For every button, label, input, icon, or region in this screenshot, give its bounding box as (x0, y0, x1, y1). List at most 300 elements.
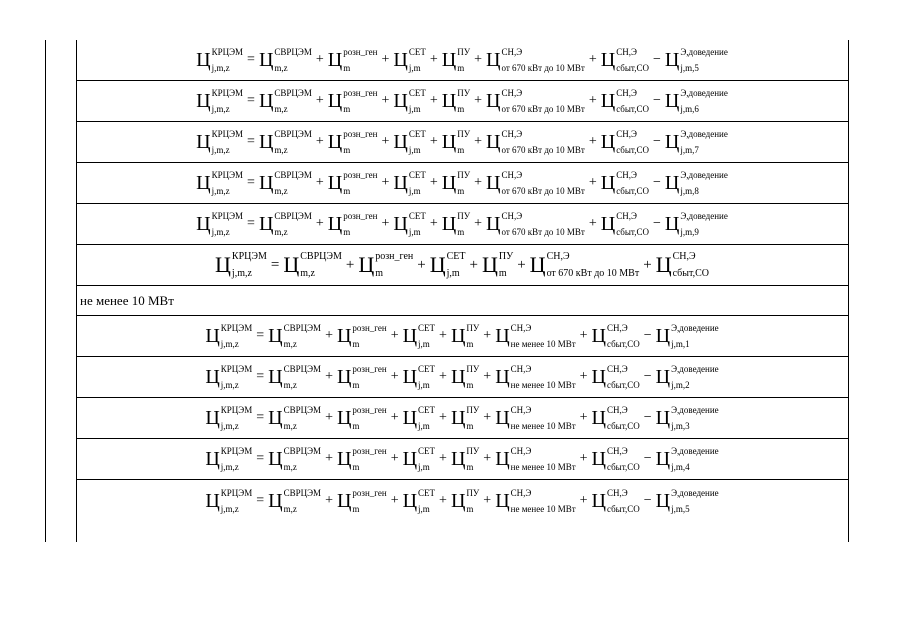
operator: + (381, 175, 390, 190)
formula-term (337, 446, 387, 472)
formula (196, 129, 728, 155)
subscript: сбыт,СО (616, 63, 649, 73)
superscript: КРЦЭМ (220, 446, 253, 456)
superscript: СЕТ (408, 129, 426, 139)
formula (205, 488, 718, 514)
price-symbol: Ц (429, 252, 446, 277)
price-symbol: Ц (268, 325, 283, 347)
price-symbol: Ц (495, 366, 510, 388)
subscript: m (466, 380, 474, 390)
price-symbol: Ц (327, 213, 343, 235)
subscript: j,m,5 (680, 63, 699, 73)
price-symbol: Ц (327, 172, 343, 194)
price-symbol: Ц (196, 172, 211, 194)
price-symbol: Ц (196, 213, 211, 235)
operator: + (325, 328, 333, 343)
operator: − (643, 410, 652, 425)
superscript: ПУ (498, 251, 514, 262)
price-symbol: Ц (402, 489, 418, 512)
operator: + (474, 134, 482, 149)
price-symbol: Ц (205, 366, 220, 388)
subscript: m (352, 462, 360, 472)
price-symbol: Ц (205, 489, 220, 512)
price-symbol: Ц (482, 252, 498, 277)
operator: = (256, 328, 265, 343)
operator: = (247, 134, 255, 149)
subscript: не менее 10 МВт (510, 503, 576, 514)
superscript: СЕТ (418, 405, 436, 415)
formula-term (393, 170, 425, 196)
subscript: сбыт,СО (607, 421, 640, 431)
operator: = (247, 175, 255, 190)
operator: + (517, 256, 526, 273)
subscript: j,m (408, 104, 421, 114)
subscript: m (343, 63, 351, 73)
formula-term (665, 47, 728, 73)
superscript: Э,доведение (680, 129, 728, 139)
operator: + (429, 134, 438, 149)
price-symbol: Ц (336, 325, 352, 347)
formula-term (601, 47, 649, 73)
operator: = (247, 93, 255, 108)
price-symbol: Ц (600, 131, 616, 153)
operator: − (652, 216, 661, 231)
subscript: от 670 кВт до 10 МВт (501, 145, 585, 155)
subscript: не менее 10 МВт (510, 462, 576, 472)
table-row (76, 40, 848, 81)
formula-term (393, 47, 425, 73)
superscript: СН,Э (607, 487, 628, 498)
subscript: j,m,6 (680, 104, 699, 114)
subscript: j,m (408, 63, 421, 73)
operator: + (439, 492, 447, 508)
operator: + (483, 492, 492, 508)
subscript: сбыт,СО (616, 227, 649, 237)
subscript: m (498, 268, 507, 279)
price-symbol: Ц (327, 49, 343, 71)
formula-term (442, 170, 470, 196)
price-symbol: Ц (336, 489, 352, 512)
formula-term (403, 488, 435, 514)
formula-term (530, 251, 640, 279)
formula-term (205, 488, 252, 514)
subscript: m (457, 186, 465, 196)
subscript: j,m,2 (671, 380, 690, 390)
operator: − (643, 451, 652, 466)
formula-term (328, 47, 378, 73)
price-symbol: Ц (486, 172, 501, 194)
operator: + (579, 410, 588, 425)
subscript: j,m (408, 186, 421, 196)
superscript: СН,Э (672, 251, 696, 262)
superscript: СН,Э (510, 323, 532, 333)
subscript: сбыт,СО (672, 268, 709, 279)
subscript: m (352, 421, 360, 431)
formula (205, 405, 718, 431)
superscript: ПУ (466, 405, 480, 415)
operator: + (315, 134, 324, 149)
subscript: сбыт,СО (616, 104, 649, 114)
superscript: СВРЦЭМ (274, 211, 312, 221)
formula-term (196, 170, 243, 196)
operator: + (474, 216, 482, 231)
superscript: КРЦЭМ (220, 487, 253, 498)
subscript: не менее 10 МВт (510, 421, 576, 431)
superscript: СВРЦЭМ (274, 47, 312, 57)
price-symbol: Ц (358, 252, 375, 277)
operator: + (483, 328, 492, 343)
price-symbol: Ц (393, 131, 408, 153)
operator: − (652, 175, 661, 190)
operator: + (325, 410, 333, 425)
subscript: j,m,4 (671, 462, 690, 472)
price-symbol: Ц (450, 325, 466, 347)
operator: + (390, 451, 399, 466)
formula-term (665, 129, 728, 155)
formula-term (451, 488, 479, 514)
superscript: СЕТ (408, 211, 426, 221)
price-symbol: Ц (402, 325, 418, 347)
subscript: m (457, 63, 465, 73)
price-symbol: Ц (655, 325, 671, 347)
superscript: СН,Э (616, 88, 637, 98)
superscript: ПУ (466, 446, 480, 456)
formula-term (601, 88, 649, 114)
price-symbol: Ц (600, 90, 616, 112)
table-row (76, 204, 848, 245)
formula-term (665, 211, 728, 237)
table-row (76, 357, 848, 398)
subscript: сбыт,СО (607, 503, 640, 514)
superscript: ПУ (466, 323, 480, 333)
formula-term (328, 129, 378, 155)
superscript: СЕТ (418, 487, 436, 498)
subscript: m (466, 462, 474, 472)
superscript: ПУ (457, 47, 471, 57)
formula-term (393, 88, 425, 114)
price-symbol: Ц (441, 131, 457, 153)
table-row (76, 316, 848, 357)
operator: + (588, 216, 597, 231)
operator: + (429, 175, 438, 190)
superscript: розн_ген (352, 446, 387, 456)
superscript: СВРЦЭМ (274, 170, 312, 180)
subscript: j,m,z (211, 186, 230, 196)
subscript: j,m,z (211, 227, 230, 237)
price-symbol: Ц (450, 489, 466, 512)
price-symbol: Ц (591, 448, 606, 470)
subscript: m (457, 227, 465, 237)
superscript: СЕТ (408, 47, 426, 57)
price-symbol: Ц (664, 131, 680, 153)
price-symbol: Ц (486, 213, 501, 235)
superscript: СН,Э (616, 129, 637, 139)
superscript: СН,Э (616, 170, 637, 180)
price-symbol: Ц (600, 213, 616, 235)
operator: = (256, 369, 265, 384)
subscript: m (352, 380, 360, 390)
superscript: СЕТ (418, 323, 436, 333)
superscript: ПУ (466, 364, 480, 374)
price-symbol: Ц (450, 448, 466, 470)
operator: + (588, 93, 597, 108)
superscript: розн_ген (375, 251, 414, 262)
subscript: j,m,9 (680, 227, 699, 237)
formula (205, 323, 718, 349)
formula-term (656, 364, 719, 390)
subscript: m (375, 268, 383, 279)
operator: + (483, 451, 492, 466)
price-symbol: Ц (205, 407, 220, 429)
superscript: розн_ген (352, 364, 387, 374)
price-symbol: Ц (441, 213, 457, 235)
subscript: сбыт,СО (616, 186, 649, 196)
operator: + (390, 369, 399, 384)
superscript: КРЦЭМ (220, 364, 253, 374)
price-symbol: Ц (600, 49, 616, 71)
formula-term (495, 405, 575, 431)
superscript: СЕТ (408, 170, 426, 180)
price-symbol: Ц (205, 448, 220, 470)
formula-term (215, 251, 267, 279)
subscript: не менее 10 МВт (510, 380, 576, 390)
subscript: m (466, 421, 474, 431)
price-symbol: Ц (655, 407, 671, 429)
superscript: Э,доведение (671, 487, 719, 498)
subscript: j,m (418, 503, 430, 514)
formula-term (656, 405, 719, 431)
formula (196, 88, 728, 114)
superscript: СВРЦЭМ (283, 487, 322, 498)
operator: + (579, 492, 588, 508)
operator: + (439, 410, 447, 425)
subscript: m (457, 104, 465, 114)
table-right-border (848, 40, 849, 542)
price-symbol: Ц (283, 252, 300, 277)
subscript: от 670 кВт до 10 МВт (501, 104, 585, 114)
subscript: j,m (418, 421, 430, 431)
subscript: j,m (408, 227, 421, 237)
formula-term (665, 170, 728, 196)
superscript: СН,Э (607, 364, 628, 374)
formula-term (451, 323, 479, 349)
price-symbol: Ц (600, 172, 616, 194)
operator: + (325, 369, 333, 384)
operator: + (381, 52, 390, 67)
operator: = (247, 52, 255, 67)
table-left-border (45, 40, 46, 542)
price-symbol: Ц (495, 325, 510, 347)
formula-term (403, 323, 435, 349)
superscript: Э,доведение (680, 211, 728, 221)
superscript: розн_ген (343, 129, 378, 139)
table-row (76, 480, 848, 521)
price-symbol: Ц (196, 131, 211, 153)
superscript: СН,Э (501, 211, 523, 221)
operator: + (390, 410, 399, 425)
formula-term (592, 488, 640, 514)
operator: + (483, 410, 492, 425)
price-symbol: Ц (336, 448, 352, 470)
formula (205, 446, 718, 472)
formula-term (451, 364, 479, 390)
operator: + (315, 93, 324, 108)
superscript: КРЦЭМ (211, 211, 244, 221)
superscript: розн_ген (352, 487, 387, 498)
price-symbol: Ц (336, 366, 352, 388)
superscript: КРЦЭМ (211, 47, 244, 57)
subscript: j,m (446, 268, 460, 279)
operator: + (390, 328, 399, 343)
price-symbol: Ц (450, 366, 466, 388)
subscript: m,z (274, 104, 288, 114)
formula-term (337, 488, 387, 514)
formula-term (486, 129, 585, 155)
operator: − (643, 369, 652, 384)
operator: + (588, 134, 597, 149)
price-symbol: Ц (495, 448, 510, 470)
superscript: КРЦЭМ (220, 405, 253, 415)
operator: + (345, 256, 355, 273)
superscript: СЕТ (408, 88, 426, 98)
operator: + (429, 216, 438, 231)
subscript: j,m,5 (671, 503, 690, 514)
operator: − (652, 93, 661, 108)
operator: + (579, 369, 588, 384)
subscript: m,z (274, 186, 288, 196)
superscript: розн_ген (343, 170, 378, 180)
price-symbol: Ц (486, 49, 501, 71)
subscript: m,z (274, 227, 288, 237)
superscript: СВРЦЭМ (283, 446, 322, 456)
subscript: не менее 10 МВт (510, 339, 576, 349)
subscript: сбыт,СО (607, 380, 640, 390)
superscript: СН,Э (510, 487, 532, 498)
subscript: j,m,z (220, 421, 239, 431)
formula-term (268, 364, 321, 390)
formula-term (592, 446, 640, 472)
formula-term (495, 446, 575, 472)
price-symbol: Ц (393, 213, 408, 235)
operator: + (325, 492, 333, 508)
formula-term (403, 364, 435, 390)
formula-term (196, 211, 243, 237)
price-symbol: Ц (486, 90, 501, 112)
formula-term (205, 323, 252, 349)
table-row (76, 122, 848, 163)
price-symbol: Ц (336, 407, 352, 429)
formula-group-10mw-plus (76, 316, 848, 521)
formula-term (486, 170, 585, 196)
price-symbol: Ц (591, 325, 606, 347)
formula-base (215, 251, 709, 279)
price-symbol: Ц (268, 407, 283, 429)
operator: + (315, 175, 324, 190)
superscript: СВРЦЭМ (274, 88, 312, 98)
subscript: от 670 кВт до 10 МВт (546, 268, 640, 279)
subscript: m (352, 503, 360, 514)
subscript: j,m,8 (680, 186, 699, 196)
superscript: СВРЦЭМ (283, 323, 322, 333)
superscript: ПУ (457, 88, 471, 98)
operator: − (652, 52, 661, 67)
price-symbol: Ц (664, 49, 680, 71)
superscript: СН,Э (501, 129, 523, 139)
superscript: розн_ген (352, 405, 387, 415)
subscript: от 670 кВт до 10 МВт (501, 186, 585, 196)
formula-term (328, 88, 378, 114)
price-symbol: Ц (268, 366, 283, 388)
formula-term (259, 88, 312, 114)
price-symbol: Ц (402, 448, 418, 470)
subscript: j,m (418, 462, 430, 472)
operator: + (579, 451, 588, 466)
operator: + (315, 52, 324, 67)
operator: + (474, 93, 482, 108)
subscript: от 670 кВт до 10 МВт (501, 227, 585, 237)
subscript: j,m,z (211, 145, 230, 155)
superscript: Э,доведение (671, 446, 719, 456)
formula-term (592, 323, 640, 349)
price-symbol: Ц (402, 366, 418, 388)
formula (196, 211, 728, 237)
subscript: j,m,z (220, 503, 239, 514)
operator: − (652, 134, 661, 149)
price-symbol: Ц (591, 366, 606, 388)
subscript: j,m,1 (671, 339, 690, 349)
subscript: m,z (283, 503, 297, 514)
subscript: m,z (274, 63, 288, 73)
formula-term (442, 47, 470, 73)
formula (196, 47, 728, 73)
table-row (76, 245, 848, 286)
superscript: СН,Э (616, 211, 637, 221)
superscript: Э,доведение (680, 170, 728, 180)
formula-term (495, 323, 575, 349)
formula-term (403, 405, 435, 431)
superscript: КРЦЭМ (211, 170, 244, 180)
superscript: СН,Э (510, 364, 532, 374)
price-symbol: Ц (655, 252, 672, 277)
subscript: m,z (283, 339, 297, 349)
operator: + (381, 134, 390, 149)
table-row (76, 398, 848, 439)
formula-term (451, 446, 479, 472)
price-symbol: Ц (258, 131, 274, 153)
superscript: СН,Э (501, 170, 523, 180)
formula-term (358, 251, 413, 279)
formula-term (592, 364, 640, 390)
price-symbol: Ц (205, 325, 220, 347)
formula-term (196, 88, 243, 114)
formula-term (486, 47, 585, 73)
price-symbol: Ц (529, 252, 546, 277)
subscript: сбыт,СО (607, 462, 640, 472)
subscript: m (343, 145, 351, 155)
price-symbol: Ц (258, 49, 274, 71)
formula-term (451, 405, 479, 431)
formula-term (656, 488, 719, 514)
formula-term (601, 129, 649, 155)
subscript: m (343, 186, 351, 196)
table-row (76, 163, 848, 204)
price-symbol: Ц (486, 131, 501, 153)
subscript: j,m,z (220, 380, 239, 390)
superscript: Э,доведение (680, 88, 728, 98)
subscript: m (343, 227, 351, 237)
subscript: j,m,z (211, 63, 230, 73)
operator: + (588, 52, 597, 67)
